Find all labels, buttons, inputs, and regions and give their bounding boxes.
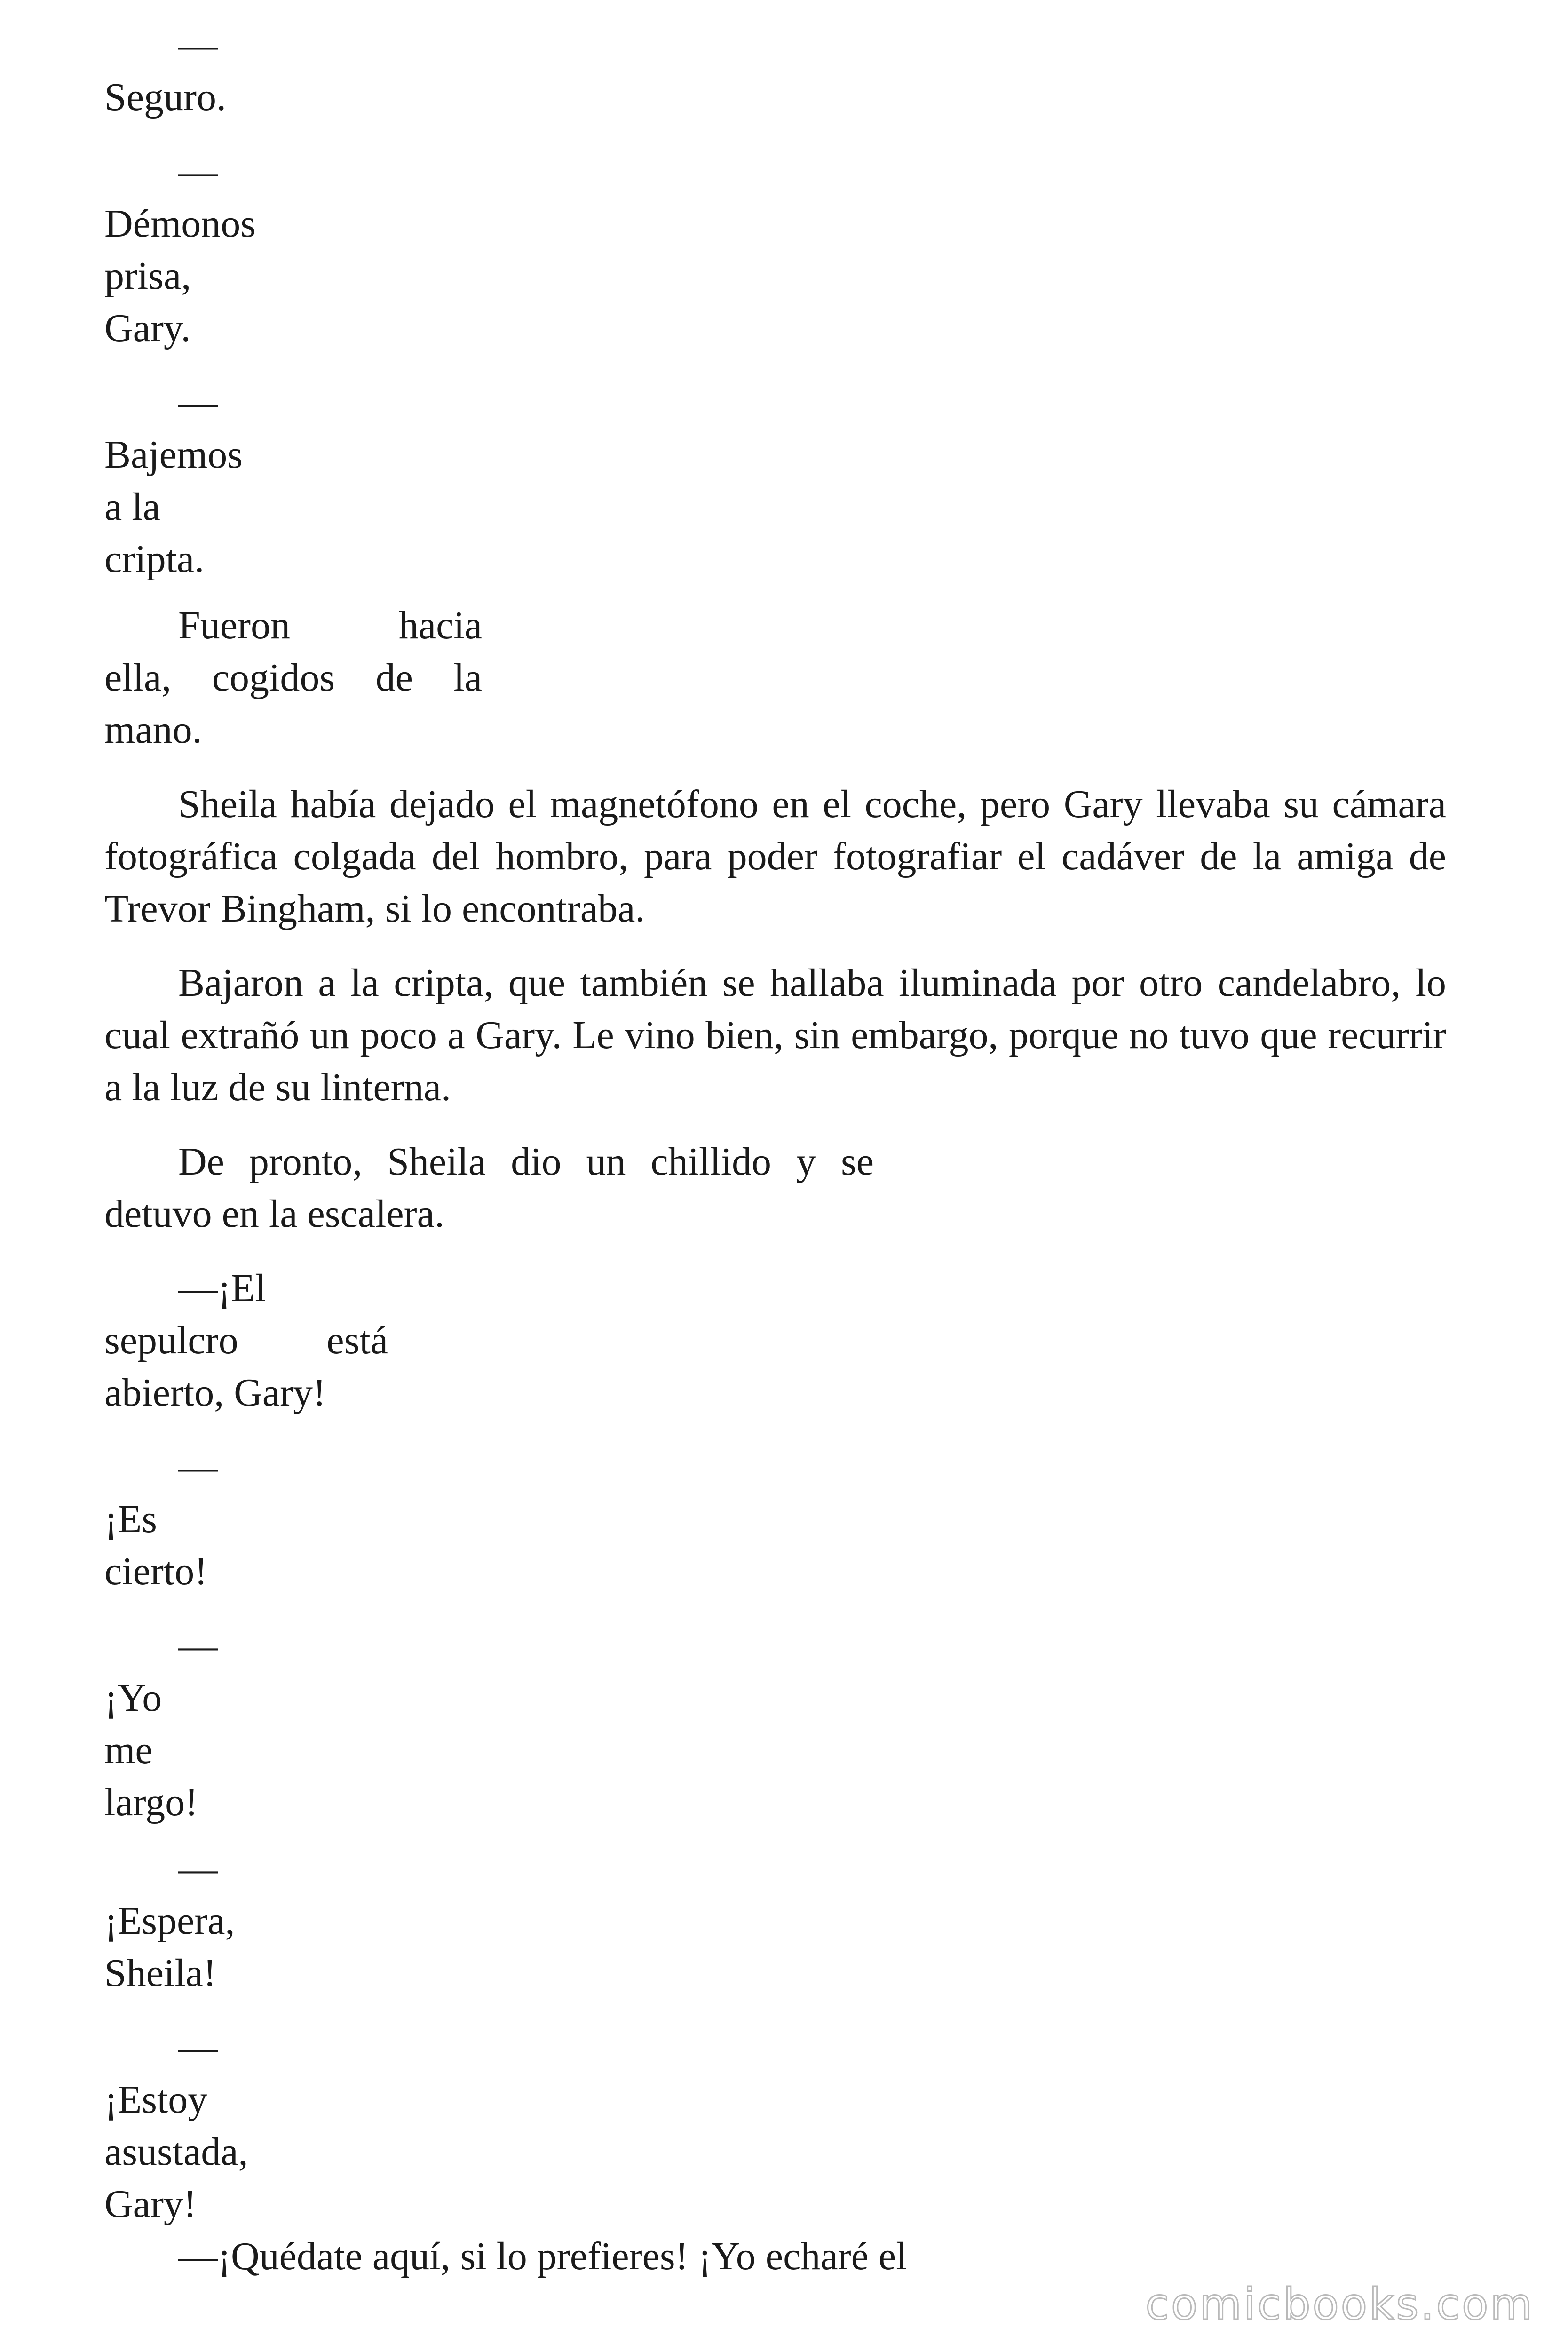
em-dash: — <box>178 1445 218 1489</box>
word: se <box>841 1140 874 1184</box>
text-line: cierto! <box>104 1549 208 1593</box>
em-dash: — <box>178 150 218 193</box>
word: la <box>453 656 482 699</box>
em-dash: — <box>178 1847 218 1891</box>
text-line: a la <box>104 485 160 529</box>
paragraph-dialogue-3 <box>104 376 1446 585</box>
word: sepulcro <box>104 1319 238 1362</box>
word: hacia <box>398 604 482 647</box>
text-line: mano. <box>104 708 202 752</box>
em-dash: — <box>178 23 218 67</box>
word: De <box>178 1140 224 1184</box>
text-line: Gary. <box>104 306 191 350</box>
text-line: —¡El <box>178 1266 266 1310</box>
paragraph-dialogue-6 <box>104 1620 1446 1828</box>
paragraph-narration-2: Bajaron a la cripta, que también se hallaba iluminada por otro candelabro, lo cual extrañó un poco a Gary. Le vino bien, sin embargo, porque no tuvo que recurrir a la luz de su linterna. <box>104 961 1446 1109</box>
word: y <box>796 1140 816 1184</box>
word: cogidos <box>212 656 335 699</box>
paragraph-dialogue-9 <box>104 2230 1446 2282</box>
word: de <box>375 656 413 699</box>
word: pronto, <box>249 1140 363 1184</box>
watermark-logo: comicbooks.com <box>1145 2279 1534 2329</box>
text-line: Gary! <box>104 2182 197 2226</box>
text-line <box>104 599 482 652</box>
text-line: Bajemos <box>104 433 243 477</box>
word: Fueron <box>178 604 290 647</box>
text-line: ¡Yo <box>104 1676 162 1720</box>
word: ella, <box>104 656 172 699</box>
word: dio <box>511 1140 562 1184</box>
paragraph-dialogue-8 <box>104 2021 1446 2230</box>
text-line: prisa, <box>104 254 191 298</box>
text-line: Démonos <box>104 202 256 246</box>
text-line <box>104 652 482 704</box>
word: Sheila <box>387 1140 486 1184</box>
text-line <box>104 1314 388 1367</box>
em-dash: — <box>178 2026 218 2069</box>
paragraph-dialogue-2 <box>104 145 1446 354</box>
text-line: cripta. <box>104 537 205 581</box>
paragraph-dialogue-5 <box>104 1441 1446 1597</box>
document-page <box>104 19 1446 2282</box>
text-line: abierto, Gary! <box>104 1371 326 1414</box>
text-line: largo! <box>104 1780 198 1824</box>
em-dash: — <box>178 1624 218 1668</box>
text-line: Seguro. <box>104 75 226 119</box>
text-line: ¡Espera, <box>104 1899 235 1943</box>
em-dash: — <box>178 381 218 424</box>
text-line: —¡Quédate aquí, si lo prefieres! ¡Yo echaré el <box>178 2234 907 2278</box>
paragraph-dialogue-1 <box>104 19 1446 123</box>
text-line: ¡Estoy <box>104 2078 208 2122</box>
paragraph-narration-1: Sheila había dejado el magnetófono en el coche, pero Gary llevaba su cámara fotográfica colgada del hombro, para poder fotografiar el cadáver de la amiga de Trevor Bingham, si lo encontraba. <box>104 782 1446 930</box>
paragraph-narration-3 <box>104 1136 874 1240</box>
word: chillido <box>650 1140 772 1184</box>
paragraph-dialogue-7 <box>104 1843 1446 1999</box>
text-line: asustada, <box>104 2130 248 2174</box>
paragraph-dialogue-4 <box>104 1262 388 1419</box>
text-line: me <box>104 1728 153 1772</box>
word: un <box>586 1140 626 1184</box>
text-line: detuvo en la escalera. <box>104 1192 444 1236</box>
paragraph-narrow-1 <box>104 599 482 756</box>
text-line: Sheila! <box>104 1951 216 1995</box>
text-line: ¡Es <box>104 1497 157 1541</box>
text-line <box>104 1136 874 1188</box>
word: está <box>326 1319 388 1362</box>
